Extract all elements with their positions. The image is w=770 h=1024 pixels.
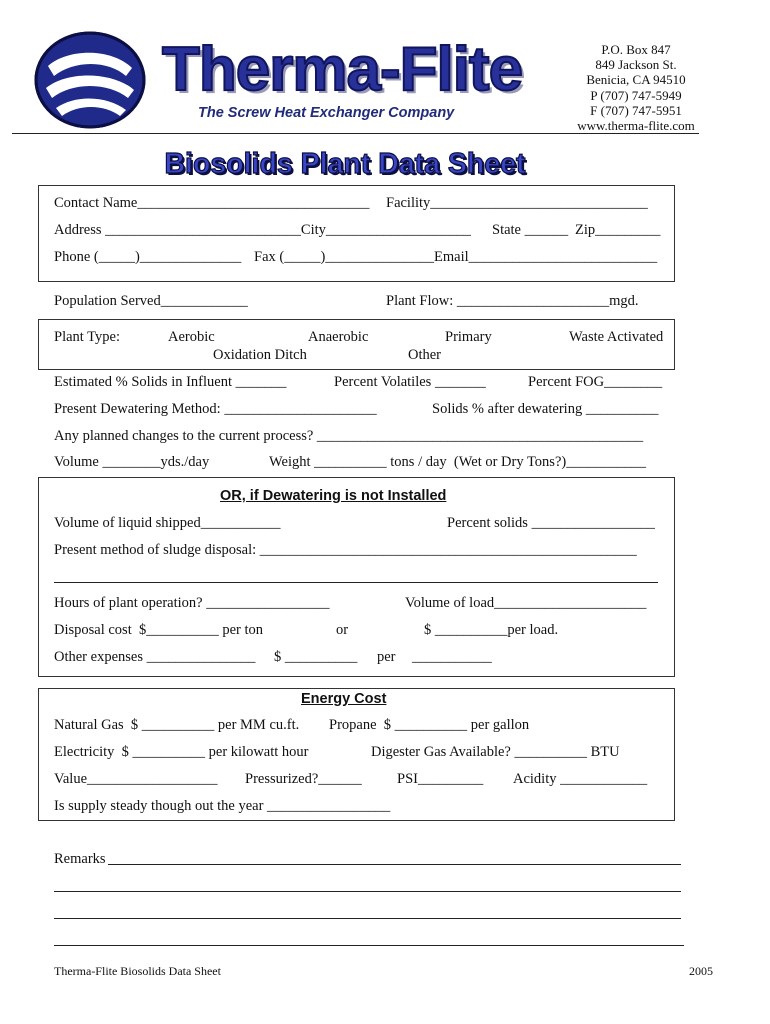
state-field[interactable]: State ______ bbox=[492, 222, 569, 238]
contact-name-field[interactable]: Contact Name________________________________ bbox=[54, 195, 370, 211]
footer-year: 2005 bbox=[689, 964, 713, 978]
energy-cost-heading: Energy Cost bbox=[301, 691, 387, 707]
address-line: Benicia, CA 94510 bbox=[586, 72, 686, 88]
planned-changes-field[interactable]: Any planned changes to the current process? _____________________________________________ bbox=[54, 428, 644, 444]
remarks-line[interactable] bbox=[108, 864, 681, 865]
remarks-line[interactable] bbox=[54, 918, 681, 919]
liquid-shipped-field[interactable]: Volume of liquid shipped___________ bbox=[54, 515, 281, 531]
value-field[interactable]: Value__________________ bbox=[54, 771, 218, 787]
option-oxidation-ditch[interactable]: Oxidation Ditch bbox=[213, 347, 307, 363]
option-aerobic[interactable]: Aerobic bbox=[168, 329, 215, 345]
footer-title: Therma-Flite Biosolids Data Sheet bbox=[54, 964, 221, 978]
volume-field[interactable]: Volume ________yds./day bbox=[54, 454, 210, 470]
plant-flow-field[interactable]: Plant Flow: _____________________mgd. bbox=[386, 293, 639, 309]
per-label: per bbox=[377, 649, 396, 665]
acidity-field[interactable]: Acidity ____________ bbox=[513, 771, 648, 787]
option-primary[interactable]: Primary bbox=[445, 329, 492, 345]
address-line: 849 Jackson St. bbox=[595, 57, 677, 73]
address-line: P.O. Box 847 bbox=[601, 42, 671, 57]
percent-fog-field[interactable]: Percent FOG________ bbox=[528, 374, 663, 390]
phone-line: P (707) 747-5949 bbox=[590, 87, 682, 103]
company-address bbox=[560, 42, 712, 133]
percent-volatiles-field[interactable]: Percent Volatiles _______ bbox=[334, 374, 486, 390]
option-waste-activated[interactable]: Waste Activated bbox=[569, 329, 664, 345]
website-line: www.therma-flite.com bbox=[577, 118, 695, 134]
solids-after-field[interactable]: Solids % after dewatering __________ bbox=[432, 401, 659, 417]
per-load-field[interactable]: $ __________per load. bbox=[424, 622, 559, 638]
plant-type-label: Plant Type: bbox=[54, 329, 120, 345]
psi-field[interactable]: PSI_________ bbox=[397, 771, 484, 787]
option-anaerobic[interactable]: Anaerobic bbox=[308, 329, 369, 345]
no-dewatering-box bbox=[38, 477, 675, 677]
no-dewatering-heading: OR, if Dewatering is not Installed bbox=[220, 488, 447, 504]
logo-wordmark: Therma-Flite bbox=[162, 35, 523, 104]
facility-field[interactable]: Facility______________________________ bbox=[386, 195, 648, 211]
fax-line: F (707) 747-5951 bbox=[590, 102, 682, 118]
dewatering-method-field[interactable]: Present Dewatering Method: _____________________ bbox=[54, 401, 377, 417]
per-unit-field[interactable]: ___________ bbox=[412, 649, 492, 665]
natural-gas-field[interactable]: Natural Gas $ __________ per MM cu.ft. bbox=[54, 717, 300, 733]
fax-email-field[interactable]: Fax (_____)_______________Email__________________________ bbox=[254, 249, 658, 265]
document-title: Biosolids Plant Data Sheet bbox=[164, 148, 526, 180]
disposal-method-field[interactable]: Present method of sludge disposal: ____________________________________________________ bbox=[54, 542, 637, 558]
pressurized-field[interactable]: Pressurized?______ bbox=[245, 771, 362, 787]
hours-operation-field[interactable]: Hours of plant operation? _________________ bbox=[54, 595, 330, 611]
option-other[interactable]: Other bbox=[408, 347, 442, 363]
digester-gas-field[interactable]: Digester Gas Available? __________ BTU bbox=[371, 744, 620, 760]
remarks-line[interactable] bbox=[54, 945, 684, 946]
population-field[interactable]: Population Served____________ bbox=[54, 293, 248, 309]
remarks-line[interactable] bbox=[54, 891, 681, 892]
logo-tagline: The Screw Heat Exchanger Company bbox=[198, 105, 455, 121]
remarks-label: Remarks bbox=[54, 851, 106, 867]
other-expenses-field[interactable]: Other expenses _______________ bbox=[54, 649, 256, 665]
address-city-field[interactable]: Address ___________________________City____________________ bbox=[54, 222, 471, 238]
volume-load-field[interactable]: Volume of load_____________________ bbox=[405, 595, 647, 611]
disposal-method-line[interactable] bbox=[54, 582, 658, 583]
screw-emblem-icon bbox=[34, 30, 146, 130]
percent-solids-field[interactable]: Percent solids _________________ bbox=[447, 515, 655, 531]
disposal-cost-field[interactable]: Disposal cost $__________ per ton bbox=[54, 622, 264, 638]
electricity-field[interactable]: Electricity $ __________ per kilowatt hour bbox=[54, 744, 309, 760]
supply-steady-field[interactable]: Is supply steady though out the year _________________ bbox=[54, 798, 391, 814]
solids-influent-field[interactable]: Estimated % Solids in Influent _______ bbox=[54, 374, 287, 390]
propane-field[interactable]: Propane $ __________ per gallon bbox=[329, 717, 530, 733]
weight-field[interactable]: Weight __________ tons / day (Wet or Dry Tons?)___________ bbox=[269, 454, 646, 470]
zip-field[interactable]: Zip_________ bbox=[575, 222, 661, 238]
phone-field[interactable]: Phone (_____)______________ bbox=[54, 249, 242, 265]
or-label: or bbox=[336, 622, 349, 638]
other-expenses-dollar-field[interactable]: $ __________ bbox=[274, 649, 358, 665]
